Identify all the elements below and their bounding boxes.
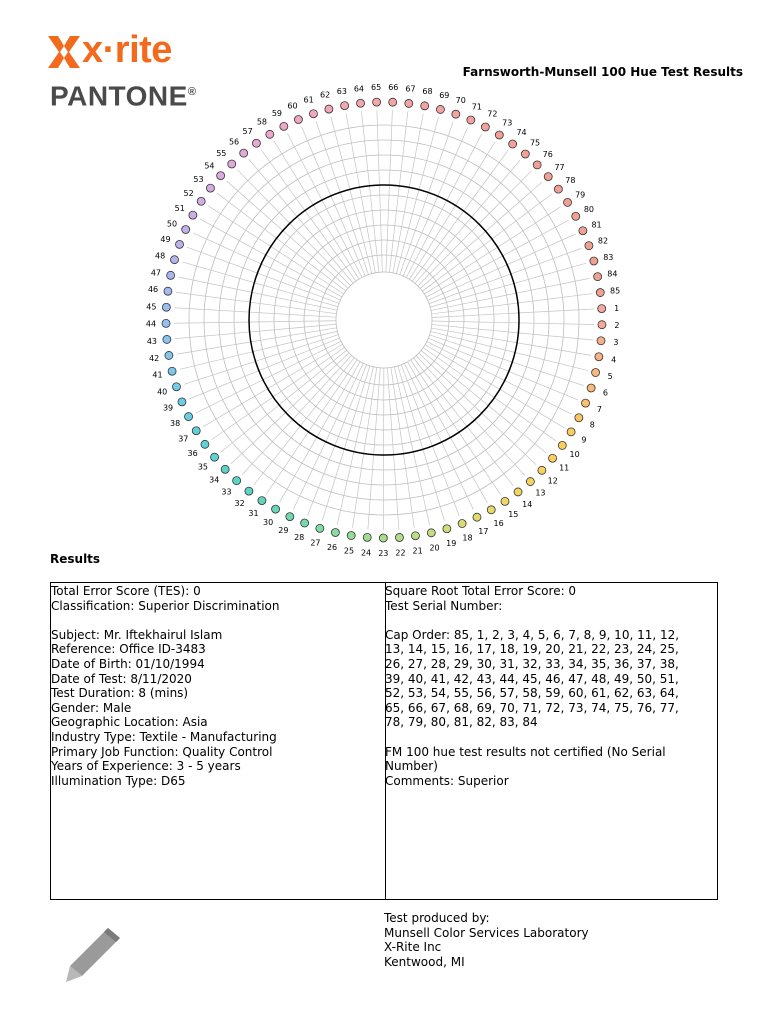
- cap-label-41: 41: [152, 370, 163, 380]
- cap-marker-45: [162, 303, 170, 311]
- cap-marker-37: [192, 427, 200, 435]
- cap-marker-34: [221, 465, 229, 473]
- cap-marker-59: [280, 122, 288, 130]
- cap-marker-39: [178, 398, 186, 406]
- cap-label-24: 24: [360, 548, 372, 558]
- right-line: Cap Order: 85, 1, 2, 3, 4, 5, 6, 7, 8, 9, 10, 11, 12,: [385, 627, 680, 642]
- cap-label-44: 44: [145, 319, 157, 329]
- cap-label-78: 78: [565, 176, 576, 186]
- cap-marker-19: [443, 525, 451, 533]
- cap-marker-38: [185, 413, 193, 421]
- cap-label-36: 36: [187, 448, 198, 458]
- results-table: [50, 582, 718, 900]
- cap-marker-50: [182, 225, 190, 233]
- cap-marker-13: [526, 478, 534, 486]
- cap-label-49: 49: [160, 235, 171, 245]
- cap-label-73: 73: [502, 118, 513, 128]
- cap-marker-69: [436, 105, 444, 113]
- cap-label-27: 27: [310, 538, 321, 548]
- cap-marker-36: [201, 440, 209, 448]
- left-line: Total Error Score (TES): 0: [51, 584, 201, 598]
- cap-label-58: 58: [256, 117, 268, 127]
- cap-marker-80: [572, 212, 580, 220]
- cap-label-22: 22: [395, 548, 406, 558]
- cap-label-53: 53: [193, 175, 204, 185]
- cap-marker-7: [582, 399, 590, 407]
- cap-marker-53: [206, 184, 214, 192]
- right-line: 39, 40, 41, 42, 43, 44, 45, 46, 47, 48, 49, 50, 51,: [385, 671, 679, 686]
- cap-label-23: 23: [378, 548, 389, 558]
- cap-marker-55: [228, 160, 236, 168]
- cap-label-2: 2: [614, 321, 620, 331]
- cap-label-65: 65: [371, 83, 382, 93]
- cap-marker-48: [171, 256, 179, 264]
- xrite-logo-icon: [46, 32, 82, 72]
- cap-label-31: 31: [248, 509, 259, 519]
- left-line: Industry Type: Textile - Manufacturing: [51, 729, 277, 744]
- cap-label-56: 56: [228, 137, 240, 147]
- cap-label-28: 28: [294, 533, 305, 543]
- cap-marker-68: [421, 102, 429, 110]
- cap-marker-20: [427, 529, 435, 537]
- cap-label-54: 54: [204, 161, 215, 171]
- cap-marker-3: [597, 337, 605, 345]
- cap-marker-52: [197, 197, 205, 205]
- cap-marker-22: [395, 533, 403, 541]
- cap-marker-28: [301, 519, 309, 527]
- cap-label-68: 68: [422, 87, 433, 97]
- cap-marker-75: [521, 150, 529, 158]
- cap-label-50: 50: [166, 219, 178, 229]
- cap-marker-81: [579, 227, 587, 235]
- cap-marker-17: [473, 513, 481, 521]
- cap-marker-66: [389, 98, 397, 106]
- cap-label-72: 72: [487, 109, 498, 119]
- cap-label-81: 81: [591, 220, 602, 230]
- cap-marker-32: [245, 487, 253, 495]
- cap-label-8: 8: [589, 420, 595, 430]
- right-line: 26, 27, 28, 29, 30, 31, 32, 33, 34, 35, 36, 37, 38,: [385, 656, 679, 671]
- cap-marker-23: [379, 534, 387, 542]
- cap-marker-49: [176, 240, 184, 248]
- producer-line: Test produced by:: [384, 911, 490, 925]
- cap-label-26: 26: [326, 543, 338, 553]
- cap-label-14: 14: [522, 499, 533, 509]
- pantone-wordmark: PANTONE®: [50, 80, 197, 112]
- right-line: 52, 53, 54, 55, 56, 57, 58, 59, 60, 61, 62, 63, 64,: [385, 686, 679, 701]
- cap-label-45: 45: [146, 302, 157, 312]
- cap-label-16: 16: [493, 518, 504, 528]
- center-hole: [336, 272, 432, 368]
- cap-marker-43: [163, 335, 171, 343]
- cap-marker-58: [266, 130, 274, 138]
- results-left-column: [51, 584, 381, 788]
- cap-label-32: 32: [234, 498, 245, 508]
- cap-marker-6: [587, 384, 595, 392]
- cap-marker-9: [567, 428, 575, 436]
- cap-marker-62: [325, 105, 333, 113]
- cap-marker-78: [554, 185, 562, 193]
- cap-marker-63: [341, 102, 349, 110]
- cap-marker-25: [347, 532, 355, 540]
- cap-marker-76: [533, 161, 541, 169]
- cap-marker-57: [252, 139, 260, 147]
- cap-label-79: 79: [575, 190, 586, 200]
- cap-label-4: 4: [611, 355, 617, 365]
- cap-marker-21: [411, 532, 419, 540]
- cap-marker-30: [272, 505, 280, 513]
- right-line: 65, 66, 67, 68, 69, 70, 71, 72, 73, 74, 75, 76, 77,: [385, 700, 679, 715]
- hue-test-polar-chart: [140, 83, 640, 558]
- cap-label-82: 82: [597, 236, 609, 246]
- left-line: Geographic Location: Asia: [51, 715, 208, 730]
- cap-marker-84: [594, 273, 602, 281]
- cap-label-60: 60: [287, 101, 298, 111]
- left-line: Test Duration: 8 (mins): [51, 686, 189, 701]
- cap-marker-4: [595, 353, 603, 361]
- pencil-icon: [62, 924, 126, 984]
- results-right-column: [385, 584, 715, 788]
- cap-label-77: 77: [554, 162, 565, 172]
- cap-label-47: 47: [150, 268, 162, 278]
- cap-marker-73: [495, 131, 503, 139]
- cap-marker-42: [165, 351, 173, 359]
- cap-label-61: 61: [303, 95, 314, 105]
- cap-marker-33: [233, 477, 241, 485]
- cap-label-11: 11: [559, 463, 570, 473]
- xrite-wordmark: x·rite: [82, 29, 172, 71]
- cap-label-84: 84: [607, 269, 618, 279]
- cap-label-15: 15: [508, 509, 519, 519]
- cap-label-69: 69: [439, 90, 450, 100]
- cap-label-6: 6: [602, 388, 608, 398]
- cap-label-66: 66: [388, 83, 399, 93]
- cap-marker-83: [590, 257, 598, 265]
- cap-marker-27: [316, 524, 324, 532]
- right-line: Square Root Total Error Score: 0: [385, 584, 577, 598]
- cap-label-67: 67: [405, 84, 416, 94]
- cap-label-52: 52: [183, 189, 194, 199]
- cap-label-9: 9: [581, 435, 587, 445]
- cap-label-18: 18: [462, 533, 473, 543]
- producer-line: X-Rite Inc: [384, 940, 442, 955]
- cap-marker-8: [575, 414, 583, 422]
- cap-marker-72: [481, 123, 489, 131]
- left-line: Date of Birth: 01/10/1994: [51, 656, 205, 671]
- cap-label-35: 35: [197, 462, 209, 472]
- left-line: Illumination Type: D65: [51, 773, 186, 788]
- cap-label-38: 38: [170, 419, 181, 429]
- cap-marker-10: [558, 441, 566, 449]
- cap-label-42: 42: [149, 353, 160, 363]
- cap-marker-11: [549, 454, 557, 462]
- cap-marker-70: [452, 110, 460, 118]
- cap-marker-47: [167, 271, 175, 279]
- cap-marker-40: [172, 383, 180, 391]
- results-heading: Results: [50, 552, 101, 566]
- cap-label-71: 71: [471, 102, 482, 112]
- cap-label-33: 33: [221, 487, 232, 497]
- right-line: 13, 14, 15, 16, 17, 18, 19, 20, 21, 22, 23, 24, 25,: [385, 642, 679, 657]
- cap-label-59: 59: [271, 109, 283, 119]
- right-line: [385, 613, 715, 628]
- left-line: Gender: Male: [51, 700, 132, 715]
- cap-label-20: 20: [429, 543, 440, 553]
- cap-label-55: 55: [216, 149, 227, 159]
- cap-label-30: 30: [263, 518, 274, 528]
- producer-line: Kentwood, MI: [384, 954, 465, 969]
- cap-marker-31: [258, 497, 266, 505]
- cap-label-25: 25: [343, 546, 355, 556]
- left-line: Years of Experience: 3 - 5 years: [51, 759, 241, 774]
- cap-label-40: 40: [157, 387, 168, 397]
- cap-marker-54: [217, 172, 225, 180]
- cap-marker-26: [331, 529, 339, 537]
- cap-marker-82: [585, 242, 593, 250]
- cap-label-19: 19: [446, 539, 457, 549]
- cap-marker-24: [363, 533, 371, 541]
- left-line: Date of Test: 8/11/2020: [51, 671, 192, 686]
- cap-marker-79: [564, 198, 572, 206]
- cap-marker-18: [458, 520, 466, 528]
- cap-marker-56: [240, 149, 248, 157]
- cap-label-74: 74: [516, 127, 527, 137]
- cap-label-29: 29: [278, 526, 289, 536]
- cap-marker-65: [373, 98, 381, 106]
- cap-label-63: 63: [336, 86, 347, 96]
- cap-marker-29: [286, 513, 294, 521]
- cap-label-12: 12: [547, 476, 558, 486]
- cap-marker-51: [189, 211, 197, 219]
- cap-label-85: 85: [610, 286, 621, 296]
- cap-marker-64: [357, 99, 365, 107]
- cap-marker-16: [487, 506, 495, 514]
- cap-marker-71: [467, 116, 475, 124]
- right-line: 78, 79, 80, 81, 82, 83, 84: [385, 715, 538, 730]
- cap-marker-77: [544, 173, 552, 181]
- cap-marker-35: [211, 453, 219, 461]
- cap-marker-2: [598, 321, 606, 329]
- cap-label-37: 37: [178, 434, 189, 444]
- cap-label-43: 43: [146, 336, 158, 346]
- right-line: FM 100 hue test results not certified (No Serial Number): [385, 744, 670, 774]
- right-line: [385, 730, 715, 745]
- cap-marker-41: [168, 367, 176, 375]
- producer-block: [384, 911, 589, 969]
- cap-label-7: 7: [596, 404, 602, 414]
- cap-label-17: 17: [478, 526, 489, 536]
- cap-marker-12: [538, 466, 546, 474]
- cap-label-5: 5: [607, 372, 613, 382]
- cap-label-80: 80: [583, 205, 595, 215]
- page-title: Farnsworth-Munsell 100 Hue Test Results: [462, 65, 743, 79]
- cap-label-1: 1: [614, 303, 620, 313]
- cap-label-13: 13: [535, 488, 546, 498]
- cap-marker-14: [514, 488, 522, 496]
- cap-label-51: 51: [174, 203, 185, 213]
- left-line: Reference: Office ID-3483: [51, 642, 206, 657]
- cap-marker-85: [596, 289, 604, 297]
- cap-label-75: 75: [529, 138, 541, 148]
- left-line: [51, 613, 381, 628]
- right-line: Comments: Superior: [385, 773, 509, 788]
- left-line: Subject: Mr. Iftekhairul Islam: [51, 627, 223, 642]
- cap-label-39: 39: [162, 403, 174, 413]
- cap-label-10: 10: [569, 450, 580, 460]
- left-line: Primary Job Function: Quality Control: [51, 744, 273, 759]
- cap-marker-5: [592, 369, 600, 377]
- cap-marker-1: [598, 305, 606, 313]
- cap-marker-74: [509, 140, 517, 148]
- cap-marker-44: [162, 319, 170, 327]
- cap-label-83: 83: [603, 252, 614, 262]
- cap-label-76: 76: [542, 150, 553, 160]
- right-line: Test Serial Number:: [385, 598, 503, 613]
- cap-marker-67: [405, 99, 413, 107]
- left-line: Classification: Superior Discrimination: [51, 598, 280, 613]
- cap-label-62: 62: [319, 90, 331, 100]
- cap-label-48: 48: [154, 251, 166, 261]
- cap-marker-60: [294, 116, 302, 124]
- cap-label-21: 21: [412, 546, 423, 556]
- producer-line: Munsell Color Services Laboratory: [384, 925, 589, 940]
- cap-marker-61: [309, 110, 317, 118]
- cap-marker-15: [501, 497, 509, 505]
- cap-label-3: 3: [613, 338, 619, 348]
- cap-marker-46: [164, 287, 172, 295]
- cap-label-64: 64: [353, 84, 365, 94]
- cap-label-46: 46: [147, 285, 159, 295]
- cap-label-57: 57: [242, 127, 253, 137]
- cap-label-34: 34: [209, 475, 220, 485]
- cap-label-70: 70: [455, 96, 466, 106]
